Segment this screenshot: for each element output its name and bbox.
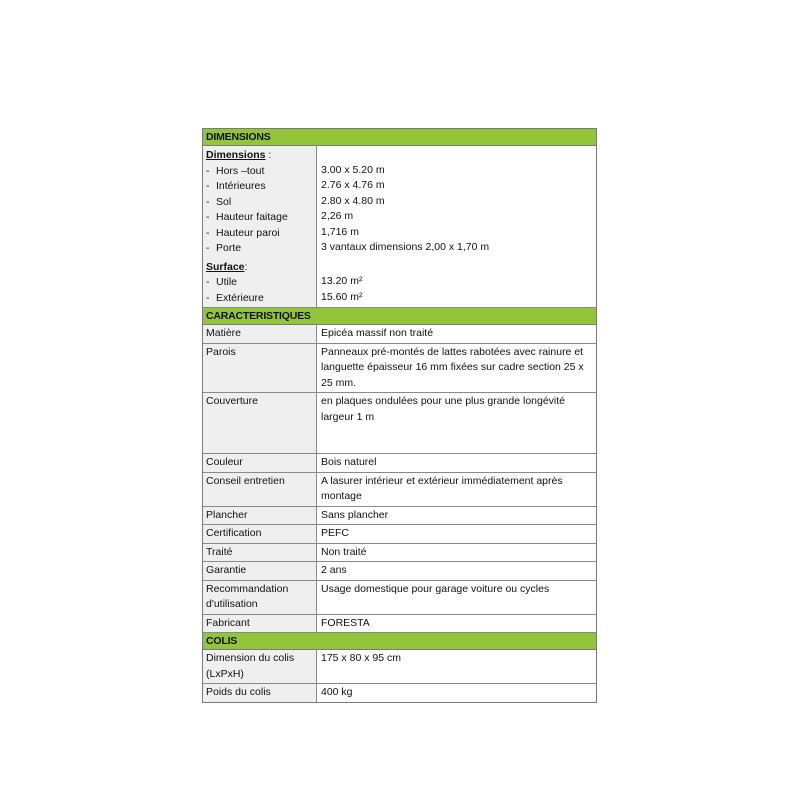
row-label: Parois (203, 344, 317, 393)
group-label-dimensions: Dimensions (206, 149, 266, 161)
row-value: A lasurer intérieur et extérieur immédiatement après montage (321, 474, 563, 502)
table-row (203, 525, 596, 544)
row-value: Non traité (321, 545, 367, 558)
table-row (203, 344, 596, 394)
dim-value: 3.00 x 5.20 m (321, 163, 385, 176)
surface-value: 15.60 m² (321, 290, 363, 303)
dim-value: 3 vantaux dimensions 2,00 x 1,70 m (321, 241, 490, 253)
row-label: Traité (203, 544, 317, 562)
row-value: Usage domestique pour garage voiture ou cycles (321, 582, 550, 595)
table-row (203, 544, 596, 563)
spec-table (202, 128, 597, 703)
row-value: PEFC (321, 527, 350, 539)
row-label: Dimension du colis (LxPxH) (203, 650, 317, 683)
dim-value: 2,26 m (321, 210, 354, 222)
surface-label: - Utile (206, 276, 238, 288)
dim-label: - Intérieures (206, 180, 266, 192)
table-row (203, 581, 596, 615)
dim-label: - Hauteur paroi (206, 226, 280, 239)
table-row (203, 615, 596, 634)
row-value: Sans plancher (321, 508, 389, 521)
table-row (203, 684, 596, 702)
table-row (203, 562, 596, 581)
dim-label: - Sol (206, 195, 232, 208)
dim-value: 1,716 m (321, 225, 359, 238)
dim-label: - Porte (206, 242, 242, 254)
row-label: Conseil entretien (203, 473, 317, 506)
group-suffix: : (265, 149, 272, 161)
row-value: Epicéa massif non traité (321, 327, 434, 339)
dim-value: 2.76 x 4.76 m (321, 179, 385, 191)
row-value: en plaques ondulées pour une plus grande longévité largeur 1 m (321, 395, 566, 423)
group-label-surface: Surface (206, 260, 245, 273)
row-value: Panneaux pré-montés de lattes rabotées avec rainure et languette épaisseur 16 mm fixées sur cadre section 25 x 25 mm. (321, 345, 584, 389)
section-header-dimensions: DIMENSIONS (203, 129, 596, 146)
dimensions-values (317, 146, 596, 307)
table-row (203, 650, 596, 684)
row-label: Poids du colis (203, 684, 317, 702)
table-row (203, 473, 596, 507)
dim-value: 2.80 x 4.80 m (321, 194, 385, 207)
section-header-caracteristiques: CARACTERISTIQUES (203, 308, 596, 325)
row-label: Plancher (203, 507, 317, 525)
row-value: FORESTA (321, 616, 370, 629)
surface-value: 13.20 m² (321, 275, 363, 287)
row-value: 2 ans (321, 564, 347, 576)
row-label: Couleur (203, 454, 317, 472)
row-value: Bois naturel (321, 456, 377, 468)
row-label: Recommandation d'utilisation (203, 581, 317, 614)
section-header-colis: COLIS (203, 633, 596, 650)
table-row (203, 507, 596, 526)
row-label: Certification (203, 525, 317, 543)
row-value: 400 kg (321, 686, 353, 698)
row-label: Garantie (203, 562, 317, 580)
table-row (203, 393, 596, 454)
dimensions-row (203, 146, 596, 308)
row-label: Fabricant (203, 615, 317, 633)
row-value: 175 x 80 x 95 cm (321, 652, 401, 664)
row-label: Couverture (203, 393, 317, 453)
surface-label: - Extérieure (206, 291, 264, 304)
row-label: Matière (203, 325, 317, 343)
table-row (203, 325, 596, 344)
dim-label: - Hors –tout (206, 164, 265, 177)
dim-label: - Hauteur faitage (206, 211, 288, 223)
table-row (203, 454, 596, 473)
dimensions-labels: Dimensions : - Hors –tout - Intérieures - Sol - Hauteur faitage - Hauteur paroi - Porte Surface: - Utile - Extérieure (203, 146, 317, 307)
